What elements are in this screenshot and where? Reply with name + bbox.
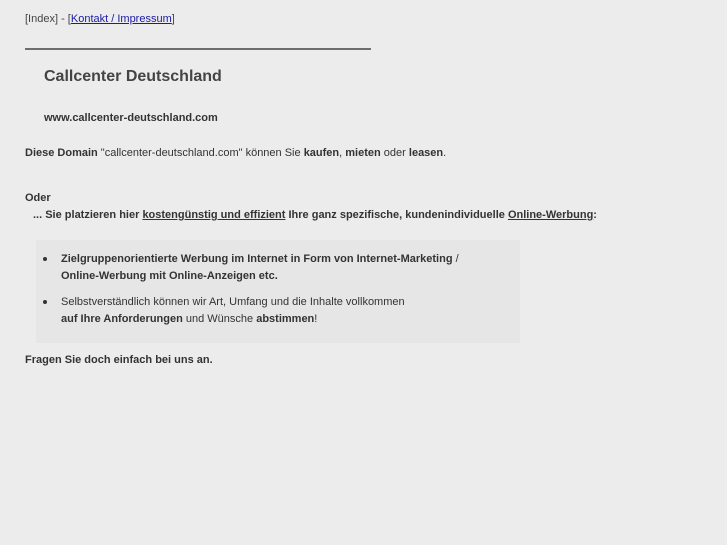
- offer-end: .: [443, 147, 447, 159]
- domain-url-text: www.callcenter-deutschland.com: [44, 112, 218, 124]
- item1-slash: /: [452, 253, 459, 265]
- offer-lead: Diese Domain: [25, 147, 98, 159]
- item2-bold1: auf Ihre Anforderungen: [61, 313, 183, 325]
- pitch-underlined-phrase: kostengünstig und effizient: [142, 209, 286, 221]
- nav-index-text: [Index]: [25, 13, 59, 25]
- pitch-online-werbung: Online-Werbung: [507, 209, 594, 221]
- feature-list-box: [36, 240, 520, 343]
- offer-mieten: mieten: [345, 147, 381, 159]
- offer-quoted-domain: "callcenter-deutschland.com" können Sie: [97, 147, 304, 159]
- item2-bold2: abstimmen: [256, 313, 315, 325]
- list-item: [36, 251, 506, 285]
- item2-line1: Selbstverständlich können wir Art, Umfang und die Inhalte vollkommen: [61, 296, 405, 308]
- item1-line1: Zielgruppenorientierte Werbung im Internet in Form von Internet-Marketing: [61, 253, 453, 265]
- bullet-icon: [43, 257, 47, 261]
- item1-line2: Online-Werbung mit Online-Anzeigen etc.: [61, 270, 278, 282]
- pitch-middle: Ihre ganz spezifische, kundenindividuelle: [285, 209, 508, 221]
- item2-end: !: [314, 313, 318, 325]
- nav-close-bracket: ]: [171, 13, 175, 25]
- pitch-start: ... Sie platzieren hier: [33, 209, 143, 221]
- offer-comma: ,: [339, 147, 346, 159]
- bullet-icon: [43, 300, 47, 304]
- offer-oder: oder: [380, 147, 409, 159]
- list-item: [36, 294, 506, 328]
- top-nav: [25, 13, 175, 25]
- kontakt-impressum-link[interactable]: Kontakt / Impressum: [70, 13, 172, 25]
- nav-separator: - [: [58, 13, 71, 25]
- item2-mid: und Wünsche: [182, 313, 257, 325]
- offer-kaufen: kaufen: [303, 147, 340, 159]
- closing-text: Fragen Sie doch einfach bei uns an.: [25, 354, 213, 366]
- domain-offer-text: [25, 147, 446, 159]
- offer-leasen: leasen: [408, 147, 444, 159]
- page-title: Callcenter Deutschland: [44, 68, 222, 85]
- pitch-end: :: [593, 209, 597, 221]
- horizontal-divider: [25, 48, 371, 50]
- oder-heading: Oder: [25, 192, 51, 204]
- advertising-pitch: [33, 209, 597, 221]
